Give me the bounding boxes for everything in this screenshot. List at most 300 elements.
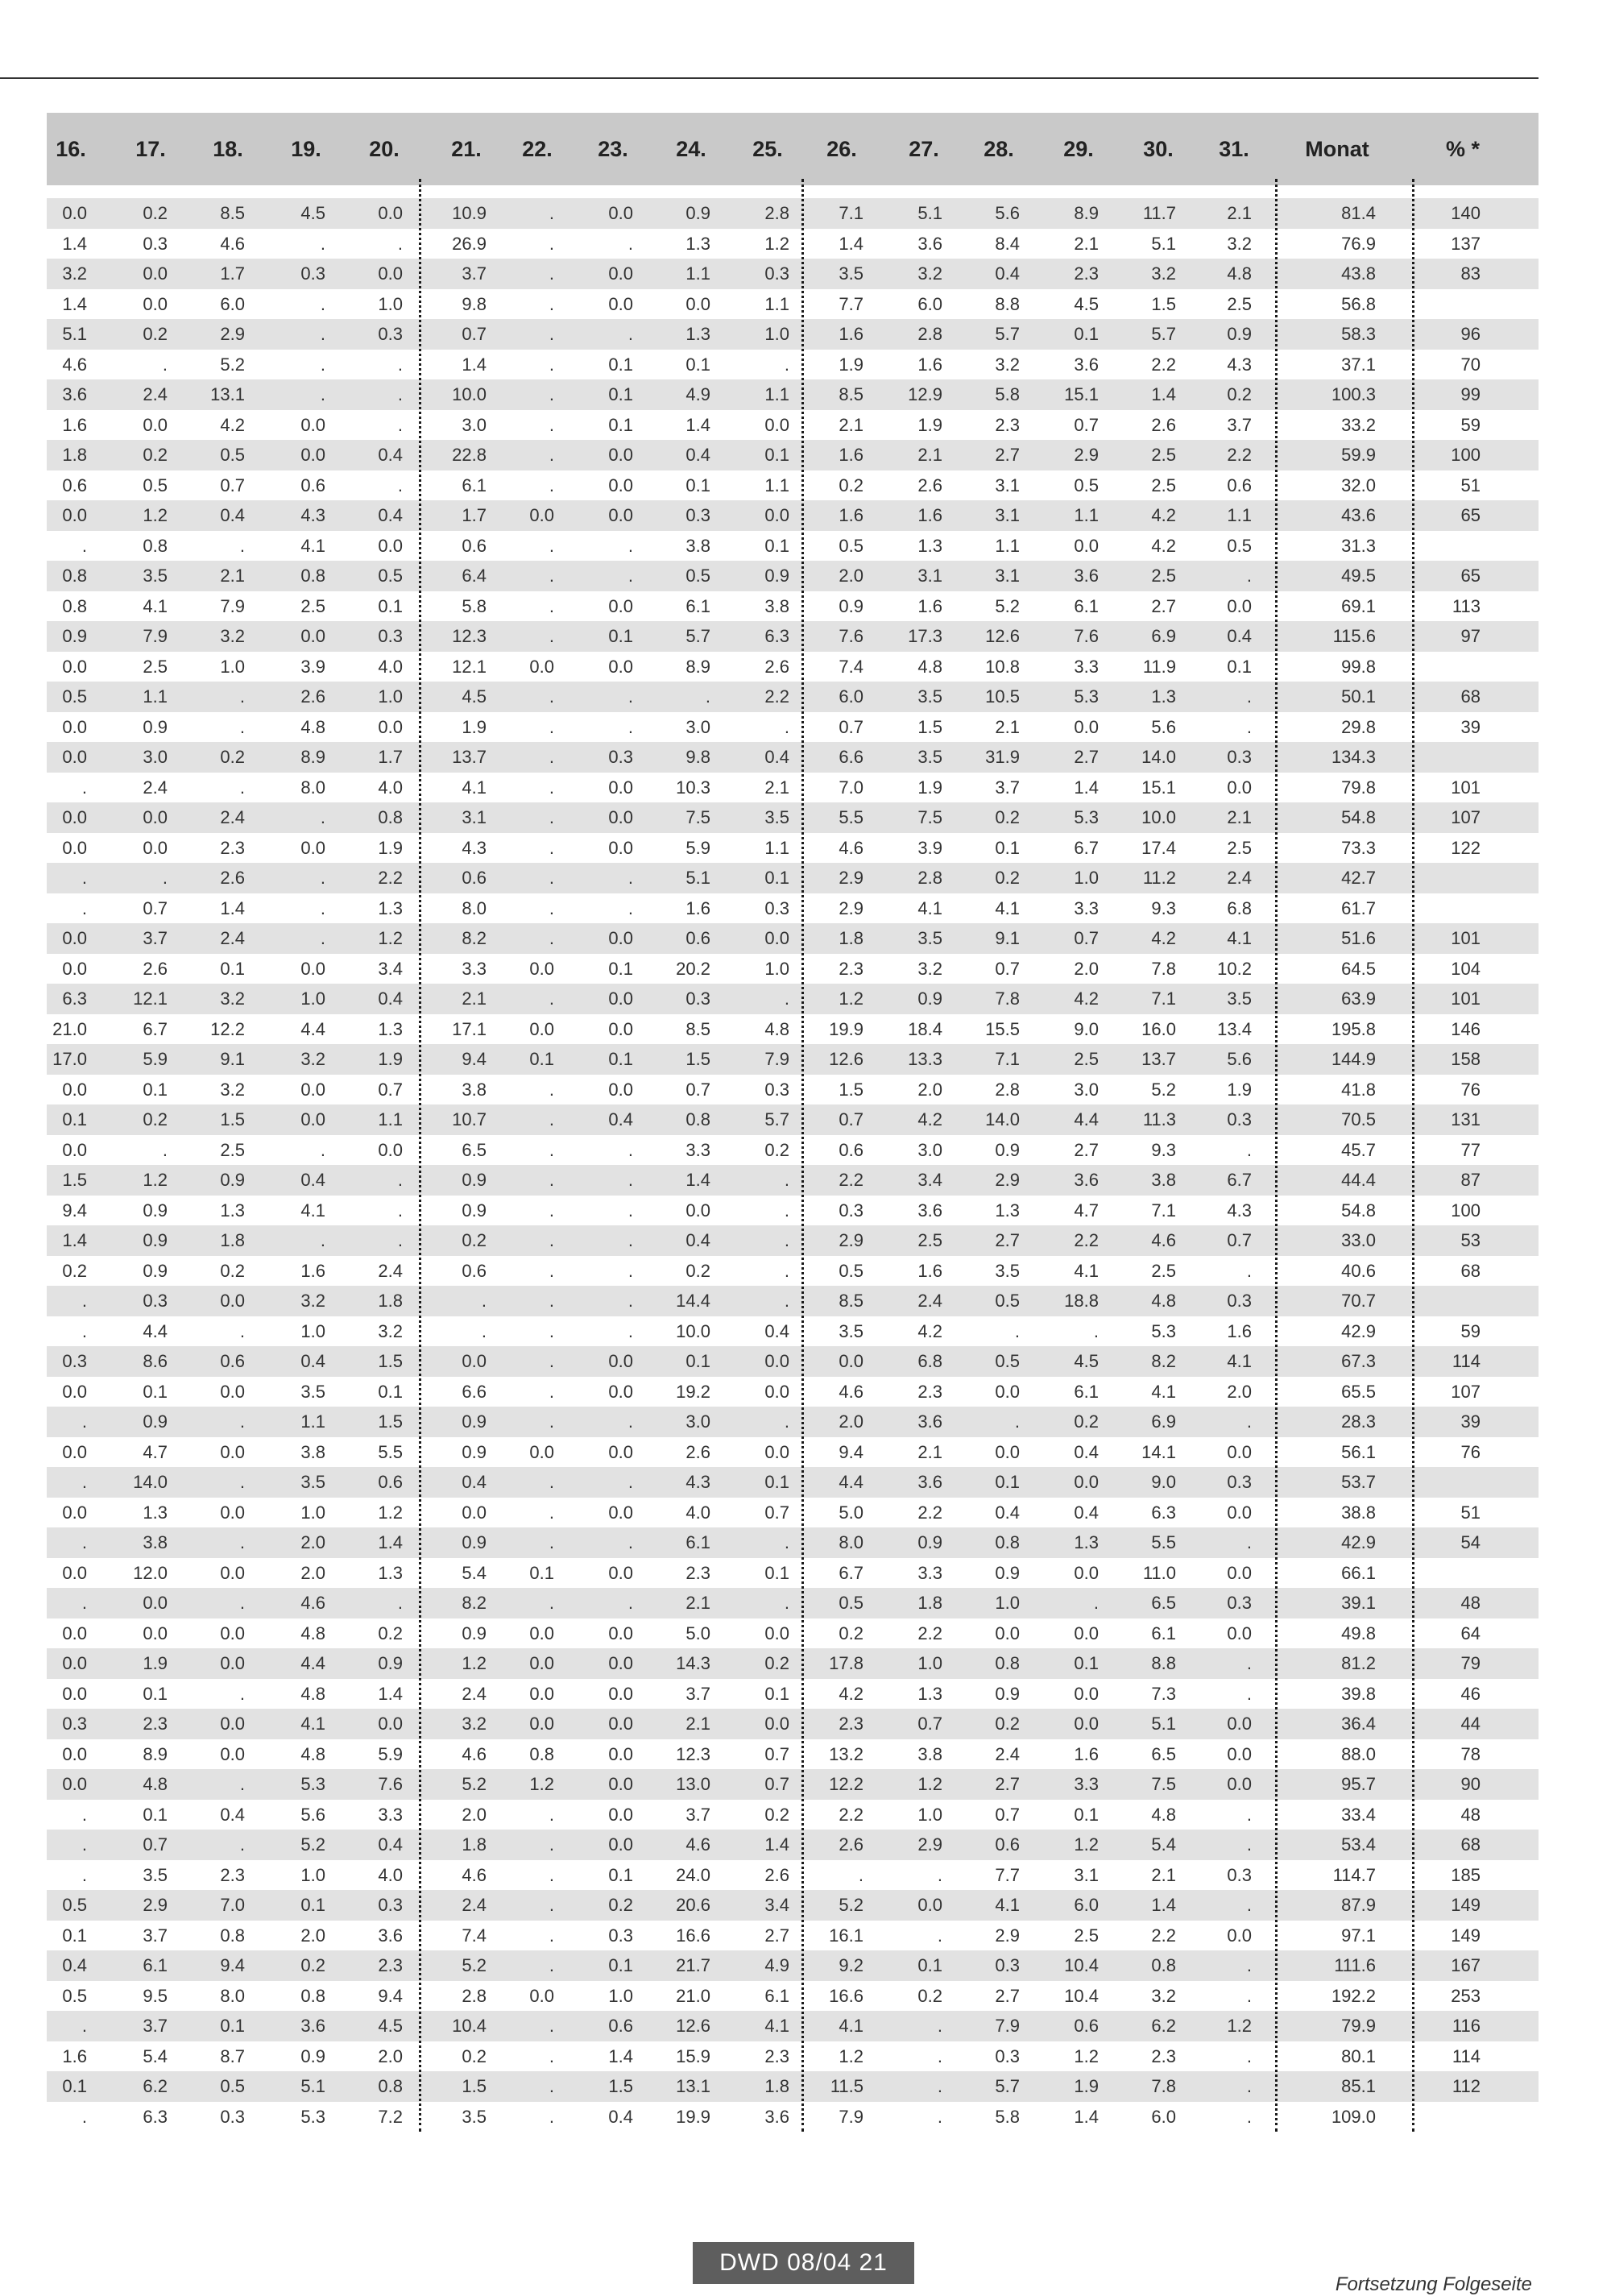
table-cell: 195.8 [1331, 1018, 1376, 1039]
table-cell: . [549, 928, 554, 948]
table-cell: . [81, 2016, 87, 2036]
table-cell: . [81, 1472, 87, 1492]
table-cell: 9.4 [462, 1049, 487, 1069]
table-cell: 0.0 [1227, 1441, 1252, 1462]
table-cell: 33.4 [1341, 1804, 1376, 1825]
table-cell: . [1246, 1260, 1252, 1281]
table-cell: 2.2 [1227, 445, 1252, 465]
table-cell: . [239, 777, 245, 798]
table-cell: 1.2 [764, 233, 789, 254]
table-cell: 4.1 [1074, 1260, 1099, 1281]
table-cell: 5.5 [839, 807, 863, 827]
table-cell: 0.0 [143, 837, 168, 858]
table-cell: 3.5 [917, 686, 942, 707]
table-cell: 31.9 [985, 747, 1020, 767]
table-cell: 7.8 [1151, 2076, 1176, 2096]
table-cell: 0.9 [995, 1562, 1020, 1583]
table-cell: 10.5 [985, 686, 1020, 707]
table-cell: 1.7 [378, 747, 403, 767]
table-cell: 10.2 [1217, 958, 1252, 979]
table-cell: 5.1 [1151, 233, 1176, 254]
table-cell: 13.1 [676, 2076, 710, 2096]
table-cell: 0.1 [300, 1895, 325, 1915]
table-cell: 0.1 [685, 475, 710, 495]
table-cell: 0.0 [62, 928, 87, 948]
table-cell: 0.6 [839, 1139, 863, 1160]
table-cell: 3.0 [917, 1139, 942, 1160]
table-cell: 6.1 [685, 1532, 710, 1552]
table-cell: . [1246, 1653, 1252, 1673]
table-cell: 2.8 [917, 324, 942, 344]
table-cell: 1.2 [143, 1170, 168, 1190]
table-cell: 131 [1451, 1109, 1481, 1129]
table-cell: 2.4 [462, 1683, 487, 1704]
table-cell: 0.1 [685, 354, 710, 375]
table-cell: 7.6 [839, 626, 863, 646]
table-cell: 3.2 [62, 263, 87, 284]
table-cell: 0.0 [608, 1804, 633, 1825]
table-cell: 68 [1460, 686, 1481, 707]
table-cell: 2.5 [917, 1230, 942, 1250]
table-cell: 3.2 [220, 626, 245, 646]
table-cell: . [784, 354, 789, 375]
table-cell: 2.9 [220, 324, 245, 344]
table-cell: 0.2 [462, 1230, 487, 1250]
table-cell: . [549, 1804, 554, 1825]
table-cell: . [320, 1139, 325, 1160]
table-cell: 1.2 [839, 988, 863, 1009]
table-row [47, 1165, 1539, 1196]
table-cell: 18.8 [1064, 1291, 1099, 1311]
table-cell: 0.5 [839, 1593, 863, 1613]
table-cell: . [320, 928, 325, 948]
table-cell: 3.6 [764, 2106, 789, 2127]
table-cell: 3.8 [300, 1441, 325, 1462]
table-row [47, 1225, 1539, 1256]
table-cell: 8.8 [1151, 1653, 1176, 1673]
table-cell: 7.0 [839, 777, 863, 798]
table-cell: 78 [1460, 1743, 1481, 1764]
table-cell: 1.2 [839, 2045, 863, 2066]
table-cell: 5.1 [300, 2076, 325, 2096]
table-cell: . [397, 475, 403, 495]
table-cell: . [549, 897, 554, 918]
table-cell: 2.1 [220, 566, 245, 586]
column-divider [801, 179, 804, 2132]
table-cell: 5.9 [143, 1049, 168, 1069]
table-cell: 0.5 [143, 475, 168, 495]
table-cell: 0.4 [300, 1351, 325, 1371]
table-cell: 0.0 [995, 1381, 1020, 1402]
table-cell: 0.1 [1074, 1804, 1099, 1825]
table-cell: 7.5 [685, 807, 710, 827]
table-cell: 3.0 [685, 716, 710, 737]
table-cell: 0.0 [1227, 1743, 1252, 1764]
table-cell: 0.1 [608, 414, 633, 435]
table-cell: 0.0 [764, 505, 789, 525]
table-cell: 2.1 [1227, 203, 1252, 223]
table-cell: 3.8 [764, 595, 789, 616]
table-cell: 1.6 [917, 354, 942, 375]
table-cell: 5.4 [1151, 1834, 1176, 1855]
table-cell: 2.2 [839, 1170, 863, 1190]
table-cell: . [549, 1351, 554, 1371]
table-cell: 1.8 [462, 1834, 487, 1855]
table-cell: 0.7 [764, 1502, 789, 1523]
table-cell: 0.4 [220, 505, 245, 525]
table-cell: 3.6 [917, 1200, 942, 1221]
table-cell: . [1014, 1320, 1020, 1341]
table-cell: 0.9 [462, 1623, 487, 1643]
table-cell: 2.5 [1074, 1925, 1099, 1946]
table-cell: 5.4 [143, 2045, 168, 2066]
table-cell: 3.3 [1074, 897, 1099, 918]
table-cell: 0.0 [608, 263, 633, 284]
table-cell: 0.2 [143, 1109, 168, 1129]
table-cell: 54.8 [1341, 807, 1376, 827]
table-cell: 0.9 [143, 1230, 168, 1250]
table-cell: 3.8 [462, 1079, 487, 1100]
table-cell: 17.8 [829, 1653, 863, 1673]
table-cell [1408, 2102, 1481, 2132]
table-cell: 1.6 [1227, 1320, 1252, 1341]
table-cell: 85.1 [1341, 2076, 1376, 2096]
table-cell: 1.4 [1074, 777, 1099, 798]
table-cell: 0.0 [529, 1683, 554, 1704]
table-cell: 2.4 [1227, 868, 1252, 888]
table-cell: 1.0 [378, 293, 403, 314]
table-cell: 8.9 [300, 747, 325, 767]
table-cell: . [1246, 2106, 1252, 2127]
table-cell: 4.1 [143, 595, 168, 616]
table-cell: 4.0 [378, 777, 403, 798]
table-cell: 4.1 [300, 535, 325, 556]
table-cell: . [397, 1230, 403, 1250]
column-header: 21. [451, 136, 482, 161]
table-row [47, 1135, 1539, 1166]
table-cell: 0.3 [764, 263, 789, 284]
table-cell: 6.8 [1227, 897, 1252, 918]
table-row [47, 923, 1539, 954]
table-cell: 66.1 [1341, 1562, 1376, 1583]
table-cell: 1.2 [1074, 1834, 1099, 1855]
table-cell: 1.3 [995, 1200, 1020, 1221]
table-cell: 4.5 [300, 203, 325, 223]
table-cell: 1.0 [608, 1985, 633, 2006]
table-cell: 0.0 [1074, 716, 1099, 737]
table-cell: 0.3 [1227, 1109, 1252, 1129]
table-cell: 0.0 [917, 1895, 942, 1915]
table-cell: . [784, 988, 789, 1009]
table-cell: . [81, 868, 87, 888]
table-cell: 5.3 [300, 2106, 325, 2127]
table-cell: 1.5 [220, 1109, 245, 1129]
table-cell: . [397, 1170, 403, 1190]
table-cell: 1.1 [764, 384, 789, 404]
table-cell: 7.9 [220, 595, 245, 616]
table-cell: 5.6 [1227, 1049, 1252, 1069]
table-cell: 2.6 [685, 1441, 710, 1462]
table-cell: 5.2 [462, 1774, 487, 1794]
table-cell: 6.9 [1151, 1411, 1176, 1432]
table-cell: 4.6 [300, 1593, 325, 1613]
table-cell: 1.8 [378, 1291, 403, 1311]
table-cell: 4.9 [764, 1955, 789, 1975]
table-cell: 1.1 [300, 1411, 325, 1432]
table-cell: 2.1 [1151, 1864, 1176, 1885]
table-cell: . [627, 686, 633, 707]
table-cell: 2.9 [1074, 445, 1099, 465]
table-cell: 0.9 [462, 1441, 487, 1462]
table-cell: 6.4 [462, 566, 487, 586]
table-cell: 0.4 [1227, 626, 1252, 646]
table-cell: . [549, 988, 554, 1009]
table-cell: 0.0 [62, 1774, 87, 1794]
table-cell: 1.2 [462, 1653, 487, 1673]
table-cell: . [937, 1925, 942, 1946]
table-cell: 185 [1451, 1864, 1481, 1885]
table-cell: 0.9 [300, 2045, 325, 2066]
table-cell: 5.2 [1151, 1079, 1176, 1100]
table-cell: 0.3 [685, 505, 710, 525]
table-cell: 4.2 [1074, 988, 1099, 1009]
table-cell: 59 [1460, 1320, 1481, 1341]
table-cell: 1.3 [378, 1018, 403, 1039]
table-cell: 0.7 [764, 1743, 789, 1764]
table-cell: 137 [1451, 233, 1481, 254]
table-cell: 9.1 [995, 928, 1020, 948]
table-cell: 5.9 [378, 1743, 403, 1764]
table-cell: 3.0 [462, 414, 487, 435]
table-cell: 0.6 [220, 1351, 245, 1371]
table-cell: 2.0 [300, 1925, 325, 1946]
table-cell: 0.5 [839, 1260, 863, 1281]
table-cell: 0.3 [1227, 1593, 1252, 1613]
table-cell: 0.1 [764, 445, 789, 465]
table-cell: 76.9 [1341, 233, 1376, 254]
table-cell: 0.2 [764, 1139, 789, 1160]
table-cell: 6.5 [1151, 1743, 1176, 1764]
table-cell: . [549, 1895, 554, 1915]
table-cell: 192.2 [1331, 1985, 1376, 2006]
table-cell: 2.9 [143, 1895, 168, 1915]
table-cell: 5.2 [220, 354, 245, 375]
table-cell: 6.1 [143, 1955, 168, 1975]
table-cell: . [627, 1593, 633, 1613]
table-cell: 253 [1451, 1985, 1481, 2006]
table-cell: 0.0 [62, 656, 87, 677]
table-cell: . [627, 716, 633, 737]
table-cell: . [627, 1260, 633, 1281]
table-cell: 1.6 [917, 1260, 942, 1281]
table-cell: 2.3 [220, 837, 245, 858]
table-cell: 5.7 [995, 2076, 1020, 2096]
table-row [47, 1196, 1539, 1226]
table-cell: . [239, 686, 245, 707]
table-header [47, 113, 1539, 185]
table-cell: 28.3 [1341, 1411, 1376, 1432]
table-cell: 2.4 [462, 1895, 487, 1915]
table-row [47, 1558, 1539, 1589]
table-cell: 0.0 [62, 203, 87, 223]
table-cell: 2.7 [1151, 595, 1176, 616]
table-cell: 1.0 [300, 1320, 325, 1341]
table-cell: 0.7 [1074, 928, 1099, 948]
table-cell: 4.8 [917, 656, 942, 677]
table-cell: 8.9 [1074, 203, 1099, 223]
table-cell: 3.2 [462, 1714, 487, 1734]
table-cell: . [549, 1260, 554, 1281]
table-cell: 0.8 [378, 2076, 403, 2096]
table-cell: 5.4 [462, 1562, 487, 1583]
table-cell: 6.1 [764, 1985, 789, 2006]
table-cell: 3.5 [300, 1472, 325, 1492]
table-cell: 0.3 [62, 1714, 87, 1734]
table-cell: 100 [1451, 445, 1481, 465]
table-cell: 0.0 [995, 1623, 1020, 1643]
table-cell: 3.7 [1227, 414, 1252, 435]
table-cell: 2.6 [764, 656, 789, 677]
table-cell: . [81, 1864, 87, 1885]
table-cell: 1.9 [839, 354, 863, 375]
table-cell: . [320, 868, 325, 888]
table-cell: 2.6 [839, 1834, 863, 1855]
table-cell: 51 [1460, 1502, 1481, 1523]
table-cell: 3.0 [143, 747, 168, 767]
table-cell: 2.0 [839, 1411, 863, 1432]
table-cell: 17.1 [452, 1018, 487, 1039]
table-cell: 3.9 [300, 656, 325, 677]
table-cell: 8.4 [995, 233, 1020, 254]
table-cell: 0.7 [462, 324, 487, 344]
table-cell: 7.5 [917, 807, 942, 827]
table-cell: 8.5 [839, 1291, 863, 1311]
table-cell: 6.2 [1151, 2016, 1176, 2036]
table-cell: 0.1 [378, 1381, 403, 1402]
table-cell: 0.0 [300, 445, 325, 465]
table-cell: . [239, 1834, 245, 1855]
table-cell: 63.9 [1341, 988, 1376, 1009]
table-cell: 4.8 [300, 1623, 325, 1643]
table-cell: 56.8 [1341, 293, 1376, 314]
table-cell: 64.5 [1341, 958, 1376, 979]
table-cell: 56.1 [1341, 1441, 1376, 1462]
table-cell: 122 [1451, 837, 1481, 858]
table-cell: 7.1 [1151, 988, 1176, 1009]
table-cell: 0.9 [462, 1411, 487, 1432]
table-cell: 0.3 [1227, 1472, 1252, 1492]
column-header: 20. [369, 136, 400, 161]
table-cell: 4.3 [685, 1472, 710, 1492]
table-cell: . [549, 1955, 554, 1975]
table-cell: 6.1 [1074, 595, 1099, 616]
table-cell: . [81, 1320, 87, 1341]
table-cell: 6.1 [1074, 1381, 1099, 1402]
table-cell: 7.6 [1074, 626, 1099, 646]
table-cell: 3.6 [917, 1411, 942, 1432]
table-cell: 4.7 [1074, 1200, 1099, 1221]
table-cell: 5.7 [764, 1109, 789, 1129]
table-cell: 4.6 [685, 1834, 710, 1855]
table-cell: 2.1 [839, 414, 863, 435]
table-cell: 4.6 [462, 1743, 487, 1764]
table-cell: 2.1 [764, 777, 789, 798]
table-cell: 0.0 [608, 505, 633, 525]
table-cell: 97 [1460, 626, 1481, 646]
table-cell: 1.2 [378, 928, 403, 948]
table-row [47, 682, 1539, 712]
table-cell: 0.8 [300, 1985, 325, 2006]
table-row [47, 2102, 1539, 2132]
table-cell: 0.4 [220, 1804, 245, 1825]
table-cell: 65 [1460, 566, 1481, 586]
table-cell: 5.2 [300, 1834, 325, 1855]
table-cell: . [1246, 566, 1252, 586]
table-cell: 4.3 [1227, 1200, 1252, 1221]
table-cell: 1.3 [685, 324, 710, 344]
table-cell: 0.8 [220, 1925, 245, 1946]
table-cell: 13.7 [1141, 1049, 1176, 1069]
table-cell: 3.8 [685, 535, 710, 556]
table-cell: 4.3 [1227, 354, 1252, 375]
table-cell: 2.2 [839, 1804, 863, 1825]
table-cell: 9.0 [1151, 1472, 1176, 1492]
table-cell: 0.0 [1227, 1623, 1252, 1643]
table-cell: 0.2 [608, 1895, 633, 1915]
table-cell: 53.7 [1341, 1472, 1376, 1492]
table-cell: 76 [1460, 1441, 1481, 1462]
table-cell: 87.9 [1341, 1895, 1376, 1915]
table-row [47, 1588, 1539, 1618]
table-cell: . [239, 1411, 245, 1432]
table-row [47, 470, 1539, 501]
table-cell: 13.2 [829, 1743, 863, 1764]
table-cell: . [937, 2045, 942, 2066]
table-cell: 0.4 [1074, 1441, 1099, 1462]
table-cell: 0.2 [1227, 384, 1252, 404]
table-cell: 1.0 [300, 1864, 325, 1885]
table-cell: 2.8 [917, 868, 942, 888]
table-cell: 3.7 [685, 1804, 710, 1825]
table-cell: 3.7 [462, 263, 487, 284]
table-cell: . [549, 293, 554, 314]
table-cell: . [81, 1834, 87, 1855]
table-row [47, 2071, 1539, 2102]
table-cell [1408, 289, 1481, 320]
table-cell: 0.3 [143, 1291, 168, 1311]
table-cell: 0.6 [300, 475, 325, 495]
table-cell: 2.1 [1227, 807, 1252, 827]
table-cell: . [784, 1593, 789, 1613]
table-cell: 14.0 [1141, 747, 1176, 767]
table-cell: 0.5 [995, 1351, 1020, 1371]
table-cell: 0.4 [995, 263, 1020, 284]
table-cell: 112 [1452, 2076, 1481, 2096]
table-cell: 4.1 [839, 2016, 863, 2036]
table-cell: 0.4 [685, 1230, 710, 1250]
table-cell: . [549, 1502, 554, 1523]
table-cell: 7.8 [1151, 958, 1176, 979]
table-cell: 1.1 [143, 686, 168, 707]
table-cell: 2.2 [1151, 1925, 1176, 1946]
table-cell: 0.0 [608, 1381, 633, 1402]
table-cell: 4.6 [62, 354, 87, 375]
table-cell: 3.4 [378, 958, 403, 979]
table-cell: . [858, 1864, 863, 1885]
table-cell: 53 [1460, 1230, 1481, 1250]
table-cell: 68 [1460, 1834, 1481, 1855]
table-cell: . [397, 233, 403, 254]
